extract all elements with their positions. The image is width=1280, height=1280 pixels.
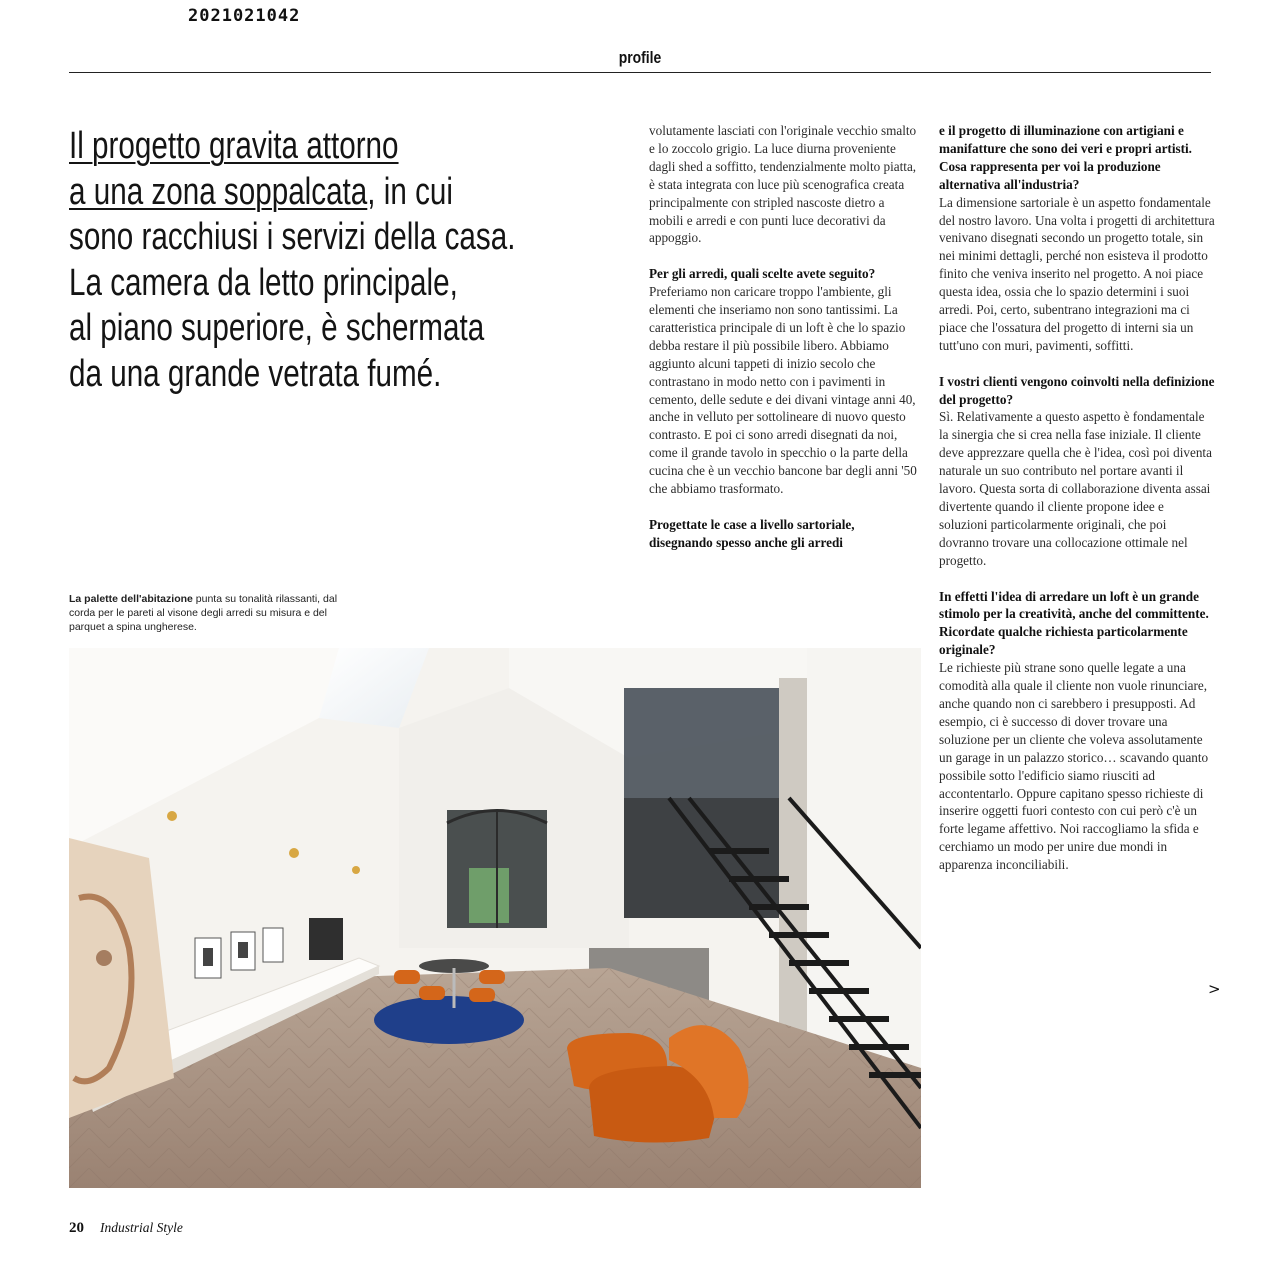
interview-question: In effetti l'idea di arredare un loft è un grande stimolo per la creatività, anche del committente. Ricordate qualche richiesta particolarmente originale? (939, 588, 1209, 658)
interview-question-continued: e il progetto di illuminazione con artigiani e manifatture che sono dei veri e propri artisti. Cosa rappresenta per voi la produzione alternativa all'industria? (939, 123, 1192, 192)
interview-answer: Le richieste più strane sono quelle legate a una comodità alla quale il cliente non vuole rinunciare, anche quando non ci sarebbero i presupposti. Ad esempio, ci è successo di dover trovare una soluzione per un cliente che voleva assolutamente un garage in un palazzo storico… scavando quanto possibile sotto l'edificio siamo riusciti ad accontentarlo. Oppure capitano spesso richieste di inserire oggetti fuori contesto con cui però c'è un forte legame affettivo. Noi raccogliamo la sfida e cerchiamo un modo per unire due mondi in apparenza inconciliabili. (939, 660, 1209, 873)
pull-quote-line-4: La camera da letto principale, (69, 261, 458, 304)
photo-caption (69, 592, 359, 634)
interview-question: Per gli arredi, quali scelte avete seguito? (649, 266, 876, 282)
magazine-name: Industrial Style (100, 1220, 183, 1235)
next-page-arrow: > (1208, 980, 1221, 998)
interview-answer: La dimensione sartoriale è un aspetto fondamentale del nostro lavoro. Una volta i progetti di architettura venivano disegnati secondo un progetto totale, sin nei minimi dettagli, perché non esisteva il prodotto finito che veniva inserito nel progetto. A noi piace questa idea, ossia che lo spazio determini i suoi arredi. Poi, certo, subentrano integrazioni ma ci piace che l'ossatura del progetto di interni sia un tutt'uno con muri, pavimenti, soffitti. (939, 194, 1215, 353)
text-column-2 (939, 122, 1215, 874)
interview-question: I vostri clienti vengono coinvolti nella definizione del progetto? (939, 373, 1215, 407)
mezzanine-glass (624, 688, 784, 798)
pull-quote-underlined-line-1: Il progetto gravita attorno (69, 125, 399, 167)
interview-answer: Sì. Relativamente a questo aspetto è fondamentale la sinergia che si crea nella fase iniziale. Il cliente deve apprezzare quella che è l'idea, così poi diventa naturale un suo contributo nel portare avanti il lavoro. Questa sorta di collaborazione diventa assai divertente quando il cliente propone idee e soluzioni particolarmente originali, che poi dovranno trovare una collocazione ottimale nel progetto. (939, 409, 1212, 568)
pull-quote-underlined-line-2: a una zona soppalcata (69, 170, 368, 213)
pull-quote-line-2-rest: , in cui (367, 170, 453, 213)
round-blue-rug (374, 996, 524, 1044)
loft-interior-photo (69, 648, 921, 1188)
interview-answer: Preferiamo non caricare troppo l'ambiente, gli elementi che inseriamo non sono tantissimi. La caratteristica principale di un loft è che lo spazio debba restare il più possibile libero. Abbiamo aggiunto alcuni tappeti di inizio secolo che contrastano in modo netto con i pavimenti in cemento, delle sedute e dei divani vintage anni 40, anche in velluto per sottolineare di nuovo questo contrasto. E poi ci sono arredi disegnati da noi, come il grande tavolo in specchio o la parte della cucina che è un vecchio bancone bar degli anni '50 che abbiamo trasformato. (649, 284, 917, 497)
paragraph: volutamente lasciati con l'originale vecchio smalto e lo zoccolo grigio. La luce diurna proveniente dagli shed a soffitto, tendenzialmente molto piatta, è stata integrata con luce più scenografica creata principalmente con stripled nascoste dietro a mobili e arredi e con punti luce decorativi da appoggio. (649, 123, 917, 246)
page-number: 20 (69, 1220, 84, 1236)
interview-question: Progettate le case a livello sartoriale, disegnando spesso anche gli arredi (649, 516, 855, 550)
pull-quote-line-3: sono racchiusi i servizi della casa. (69, 216, 516, 258)
dark-print (309, 918, 343, 960)
pull-quote-line-5: al piano superiore, è schermata (69, 307, 485, 349)
pull-quote-line-6: da una grande vetrata fumé. (69, 352, 442, 395)
section-label: profile (618, 48, 662, 67)
header-rule (69, 72, 1211, 73)
caption-text: punta su tonalità rilassanti, dal corda per le pareti al visone degli arredi su misura e del parquet a spina ungherese. (69, 593, 338, 633)
page-footer (69, 1220, 183, 1237)
text-column-1 (649, 122, 921, 552)
pull-quote (69, 124, 588, 397)
caption-lead: La palette dell'abitazione (69, 593, 193, 605)
document-id-stamp: 2021021042 (188, 6, 301, 26)
